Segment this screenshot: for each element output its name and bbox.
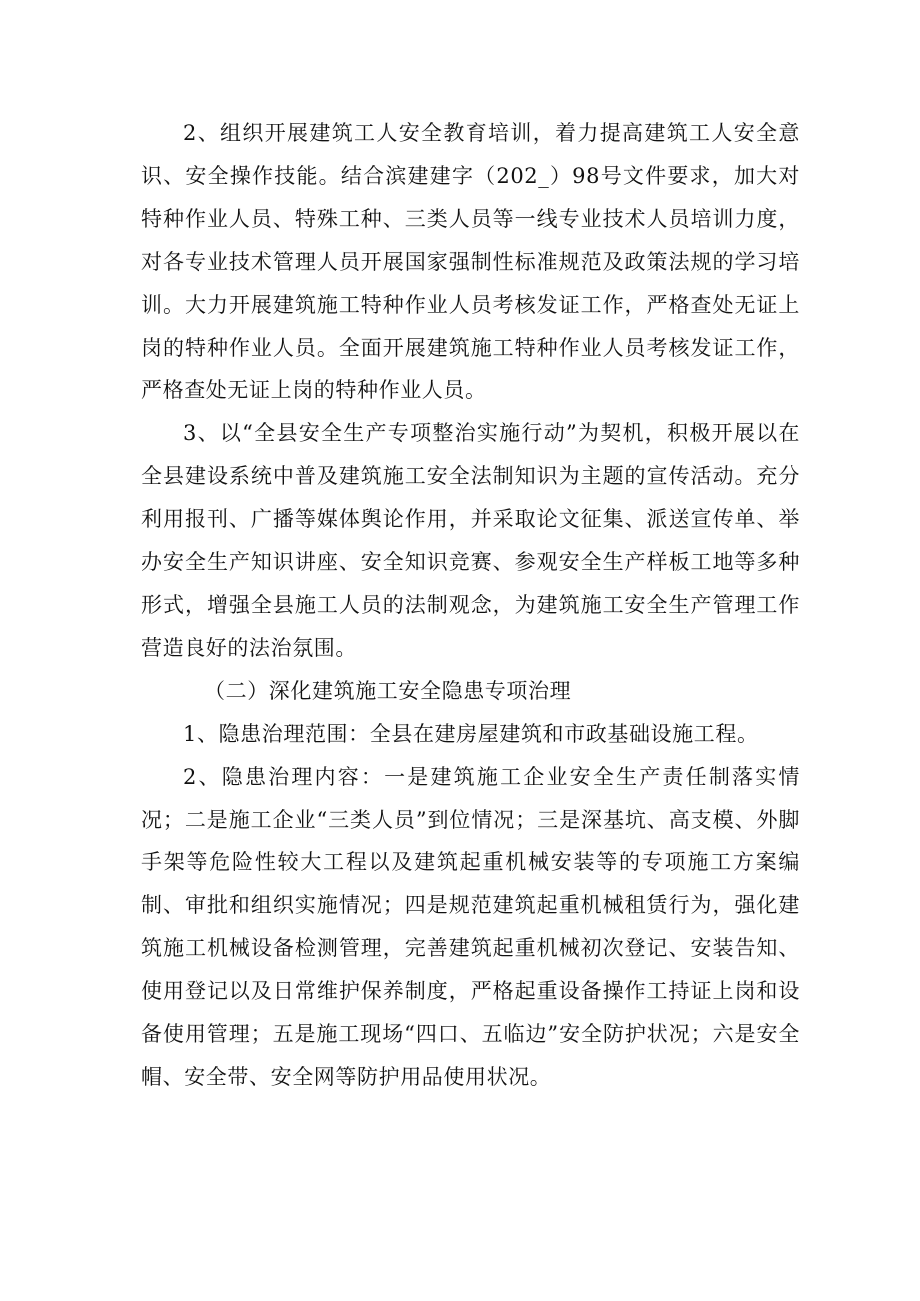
paragraph-hazard-content: 2、隐患治理内容：一是建筑施工企业安全生产责任制落实情况；二是施工企业“三类人员”到位情况；三是深基坑、高支模、外脚手架等危险性较大工程以及建筑起重机械安装等的专项施工方案编制、审批和组织实施情况；四是规范建筑起重机械租赁行为，强化建筑施工机械设备检测管理，完善建筑起重机械初次登记、安装告知、使用登记以及日常维护保养制度，严格起重设备操作工持证上岗和设备使用管理；五是施工现场“四口、五临边”安全防护状况；六是安全帽、安全带、安全网等防护用品使用状况。 [141,764,800,1089]
paragraph-worker-training: 2、组织开展建筑工人安全教育培训，着力提高建筑工人安全意识、安全操作技能。结合滨建建字（202_）98号文件要求，加大对特种作业人员、特殊工种、三类人员等一线专业技术人员培训力度，对各专业技术管理人员开展国家强制性标准规范及政策法规的学习培训。大力开展建筑施工特种作业人员考核发证工作，严格查处无证上岗的特种作业人员。全面开展建筑施工特种作业人员考核发证工作，严格查处无证上岗的特种作业人员。 [141,121,800,403]
section-heading: （二）深化建筑施工安全隐患专项治理 [204,678,572,703]
document-body [141,112,800,1099]
paragraph-hazard-scope: 1、隐患治理范围：全县在建房屋建筑和市政基础设施工程。 [183,721,759,746]
paragraph-safety-campaign: 3、以“全县安全生产专项整治实施行动”为契机，积极开展以在全县建设系统中普及建筑施工安全法制知识为主题的宣传活动。充分利用报刊、广播等媒体舆论作用，并采取论文征集、派送宣传单、举办安全生产知识讲座、安全知识竞赛、参观安全生产样板工地等多种形式，增强全县施工人员的法制观念，为建筑施工安全生产管理工作营造良好的法治氛围。 [141,421,800,660]
